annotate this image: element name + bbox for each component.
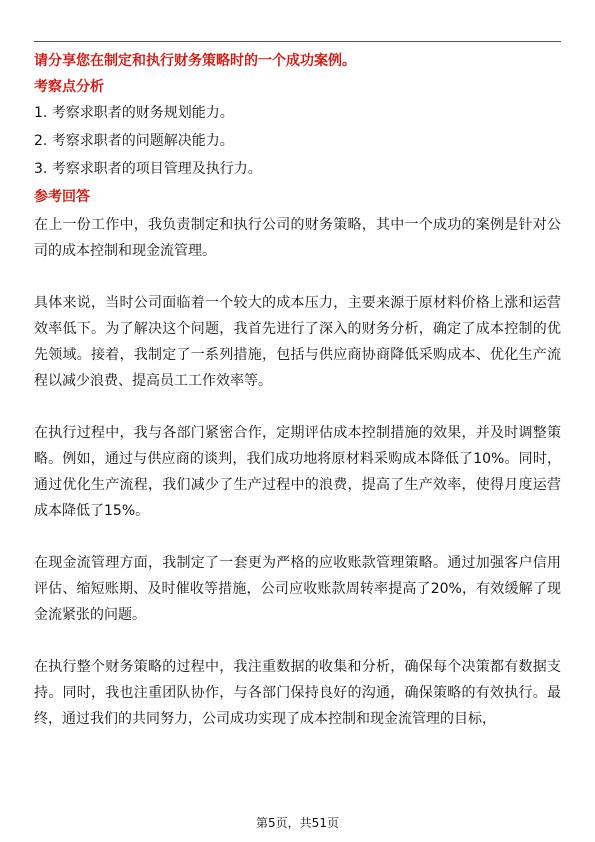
question-title: 请分享您在制定和执行财务策略时的一个成功案例。 <box>34 53 356 69</box>
answer-paragraph: 在上一份工作中，我负责制定和执行公司的财务策略，其中一个成功的案例是针对公司的成本控制和现金流管理。 <box>34 217 561 259</box>
answer-paragraph: 具体来说，当时公司面临着一个较大的成本压力，主要来源于原材料价格上涨和运营效率低下。为了解决这个问题，我首先进行了深入的财务分析，确定了成本控制的优先领域。接着，我制定了一系列措施，包括与供应商协商降低采购成本、优化生产流程以减少浪费、提高员工工作效率等。 <box>34 295 561 389</box>
answer-paragraph: 在执行整个财务策略的过程中，我注重数据的收集和分析，确保每个决策都有数据支持。同时，我也注重团队协作，与各部门保持良好的沟通，确保策略的有效执行。最终，通过我们的共同努力，公司成功实现了成本控制和现金流管理的目标， <box>34 659 561 727</box>
document-body <box>34 50 561 758</box>
analysis-item: 2. 考察求职者的问题解决能力。 <box>34 133 234 149</box>
answer-paragraph: 在执行过程中，我与各部门紧密合作，定期评估成本控制措施的效果，并及时调整策略。例如，通过与供应商的谈判，我们成功地将原材料采购成本降低了10%。同时，通过优化生产流程，我们减少了生产过程中的浪费，提高了生产效率，使得月度运营成本降低了15%。 <box>34 425 561 519</box>
answer-heading: 参考回答 <box>34 189 90 205</box>
analysis-heading: 考察点分析 <box>34 79 104 95</box>
page-number: 第5页，共51页 <box>256 816 339 830</box>
answer-paragraph: 在现金流管理方面，我制定了一套更为严格的应收账款管理策略。通过加强客户信用评估、缩短账期、及时催收等措施，公司应收账款周转率提高了20%，有效缓解了现金流紧张的问题。 <box>34 555 561 623</box>
analysis-item: 3. 考察求职者的项目管理及执行力。 <box>34 161 262 177</box>
analysis-item: 1. 考察求职者的财务规划能力。 <box>34 105 234 121</box>
header-rule <box>34 41 561 42</box>
